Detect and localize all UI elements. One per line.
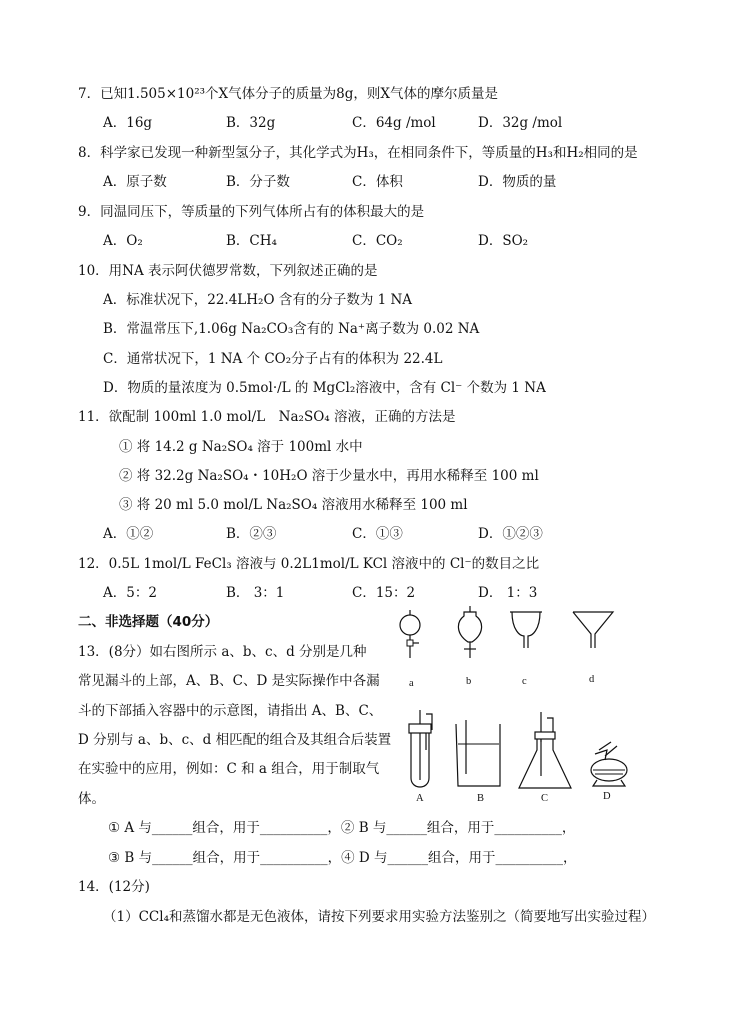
funnel-top-d bbox=[572, 610, 614, 650]
q13-line-4: D 分别与 a、b、c、d 相匹配的组合及其组合后装置 bbox=[78, 732, 392, 748]
q14-heading: 14．(12分) bbox=[78, 879, 150, 895]
beaker-B bbox=[452, 720, 504, 790]
section-heading: 二、非选择题（40分） bbox=[78, 614, 219, 630]
q12-option-d: D． 1：3 bbox=[478, 585, 538, 601]
q13-line-5: 在实验中的应用，例如：C 和 a 组合，用于制取气 bbox=[78, 761, 380, 777]
q9-option-d: D．SO₂ bbox=[478, 233, 529, 249]
label-a: a bbox=[409, 678, 414, 689]
q13-line-2: 常见漏斗的上部，A、B、C、D 是实际操作中各漏 bbox=[78, 673, 380, 689]
q11-option-b: B．②③ bbox=[226, 526, 277, 542]
q10-option-c: C．通常状况下，1 NA 个 CO₂分子占有的体积为 22.4L bbox=[103, 351, 443, 367]
q12-option-c: C．15：2 bbox=[352, 585, 416, 601]
q7-stem: 7．已知1.505×10²³个X气体分子的质量为8g，则X气体的摩尔质量是 bbox=[78, 86, 499, 102]
q13-fill-line-2: ③ B 与______组合，用于__________，④ D 与______组合，用于__________， bbox=[108, 850, 577, 866]
q10-option-a: A．标准状况下，22.4LH₂O 含有的分子数为 1 NA bbox=[103, 292, 413, 308]
q8-option-a: A．原子数 bbox=[103, 174, 167, 190]
q9-option-b: B．CH₄ bbox=[226, 233, 277, 249]
q10-stem: 10．用NA 表示阿伏德罗常数，下列叙述正确的是 bbox=[78, 263, 378, 279]
q13-fill-line-1: ① A 与______组合，用于__________，② B 与______组合，用于__________， bbox=[108, 820, 576, 836]
label-b: b bbox=[466, 676, 472, 687]
q13-line-6: 体。 bbox=[78, 791, 105, 807]
q12-stem: 12．0.5L 1mol/L FeCl₃ 溶液与 0.2L1mol/L KCl 溶液中的 Cl⁻的数目之比 bbox=[78, 556, 540, 572]
q8-stem: 8．科学家已发现一种新型氢分子，其化学式为H₃，在相同条件下，等质量的H₃和H₂相同的是 bbox=[78, 145, 638, 161]
q9-option-a: A．O₂ bbox=[103, 233, 143, 249]
q7-option-c: C．64g /mol bbox=[352, 115, 436, 131]
q8-option-d: D．物质的量 bbox=[478, 174, 557, 190]
q12-option-a: A．5：2 bbox=[103, 585, 157, 601]
q11-item-1: ① 将 14.2 g Na₂SO₄ 溶于 100ml 水中 bbox=[119, 439, 363, 455]
q10-option-b: B．常温常压下,1.06g Na₂CO₃含有的 Na⁺离子数为 0.02 NA bbox=[103, 321, 480, 337]
q7-option-b: B．32g bbox=[226, 115, 276, 131]
funnel-top-a bbox=[395, 608, 425, 663]
label-D: D bbox=[603, 791, 611, 802]
conical-flask-C bbox=[515, 712, 575, 792]
label-d: d bbox=[589, 674, 595, 685]
q9-stem: 9．同温同压下，等质量的下列气体所占有的体积最大的是 bbox=[78, 204, 425, 220]
q7-option-a: A．16g bbox=[103, 115, 153, 131]
label-A: A bbox=[416, 793, 424, 804]
flask-D bbox=[585, 740, 633, 788]
q11-stem: 11．欲配制 100ml 1.0 mol/L Na₂SO₄ 溶液，正确的方法是 bbox=[78, 409, 456, 425]
q11-option-a: A．①② bbox=[103, 526, 154, 542]
q11-option-c: C．①③ bbox=[352, 526, 403, 542]
q8-option-b: B．分子数 bbox=[226, 174, 290, 190]
q11-item-3: ③ 将 20 ml 5.0 mol/L Na₂SO₄ 溶液用水稀释至 100 ml bbox=[119, 497, 468, 513]
label-B: B bbox=[477, 793, 485, 804]
q7-option-d: D．32g /mol bbox=[478, 115, 563, 131]
funnel-top-b bbox=[450, 606, 490, 661]
q8-option-c: C．体积 bbox=[352, 174, 403, 190]
q13-line-1: 13．(8分）如右图所示 a、b、c、d 分别是几种 bbox=[78, 644, 367, 660]
q12-option-b: B． 3：1 bbox=[226, 585, 285, 601]
test-tube-A bbox=[402, 710, 438, 792]
q11-option-d: D．①②③ bbox=[478, 526, 543, 542]
q14-part-1: （1）CCl₄和蒸馏水都是无色液体，请按下列要求用实验方法鉴别之（简要地写出实验过程） bbox=[103, 909, 655, 925]
funnel-top-c bbox=[508, 610, 544, 650]
q13-line-3: 斗的下部插入容器中的示意图，请指出 A、B、C、 bbox=[78, 703, 383, 719]
q9-option-c: C．CO₂ bbox=[352, 233, 403, 249]
q10-option-d: D．物质的量浓度为 0.5mol·/L 的 MgCl₂溶液中，含有 Cl⁻ 个数为 1 NA bbox=[103, 380, 546, 396]
label-c: c bbox=[522, 676, 527, 687]
label-C: C bbox=[541, 793, 549, 804]
q11-item-2: ② 将 32.2g Na₂SO₄・10H₂O 溶于少量水中，再用水稀释至 100 ml bbox=[119, 468, 539, 484]
